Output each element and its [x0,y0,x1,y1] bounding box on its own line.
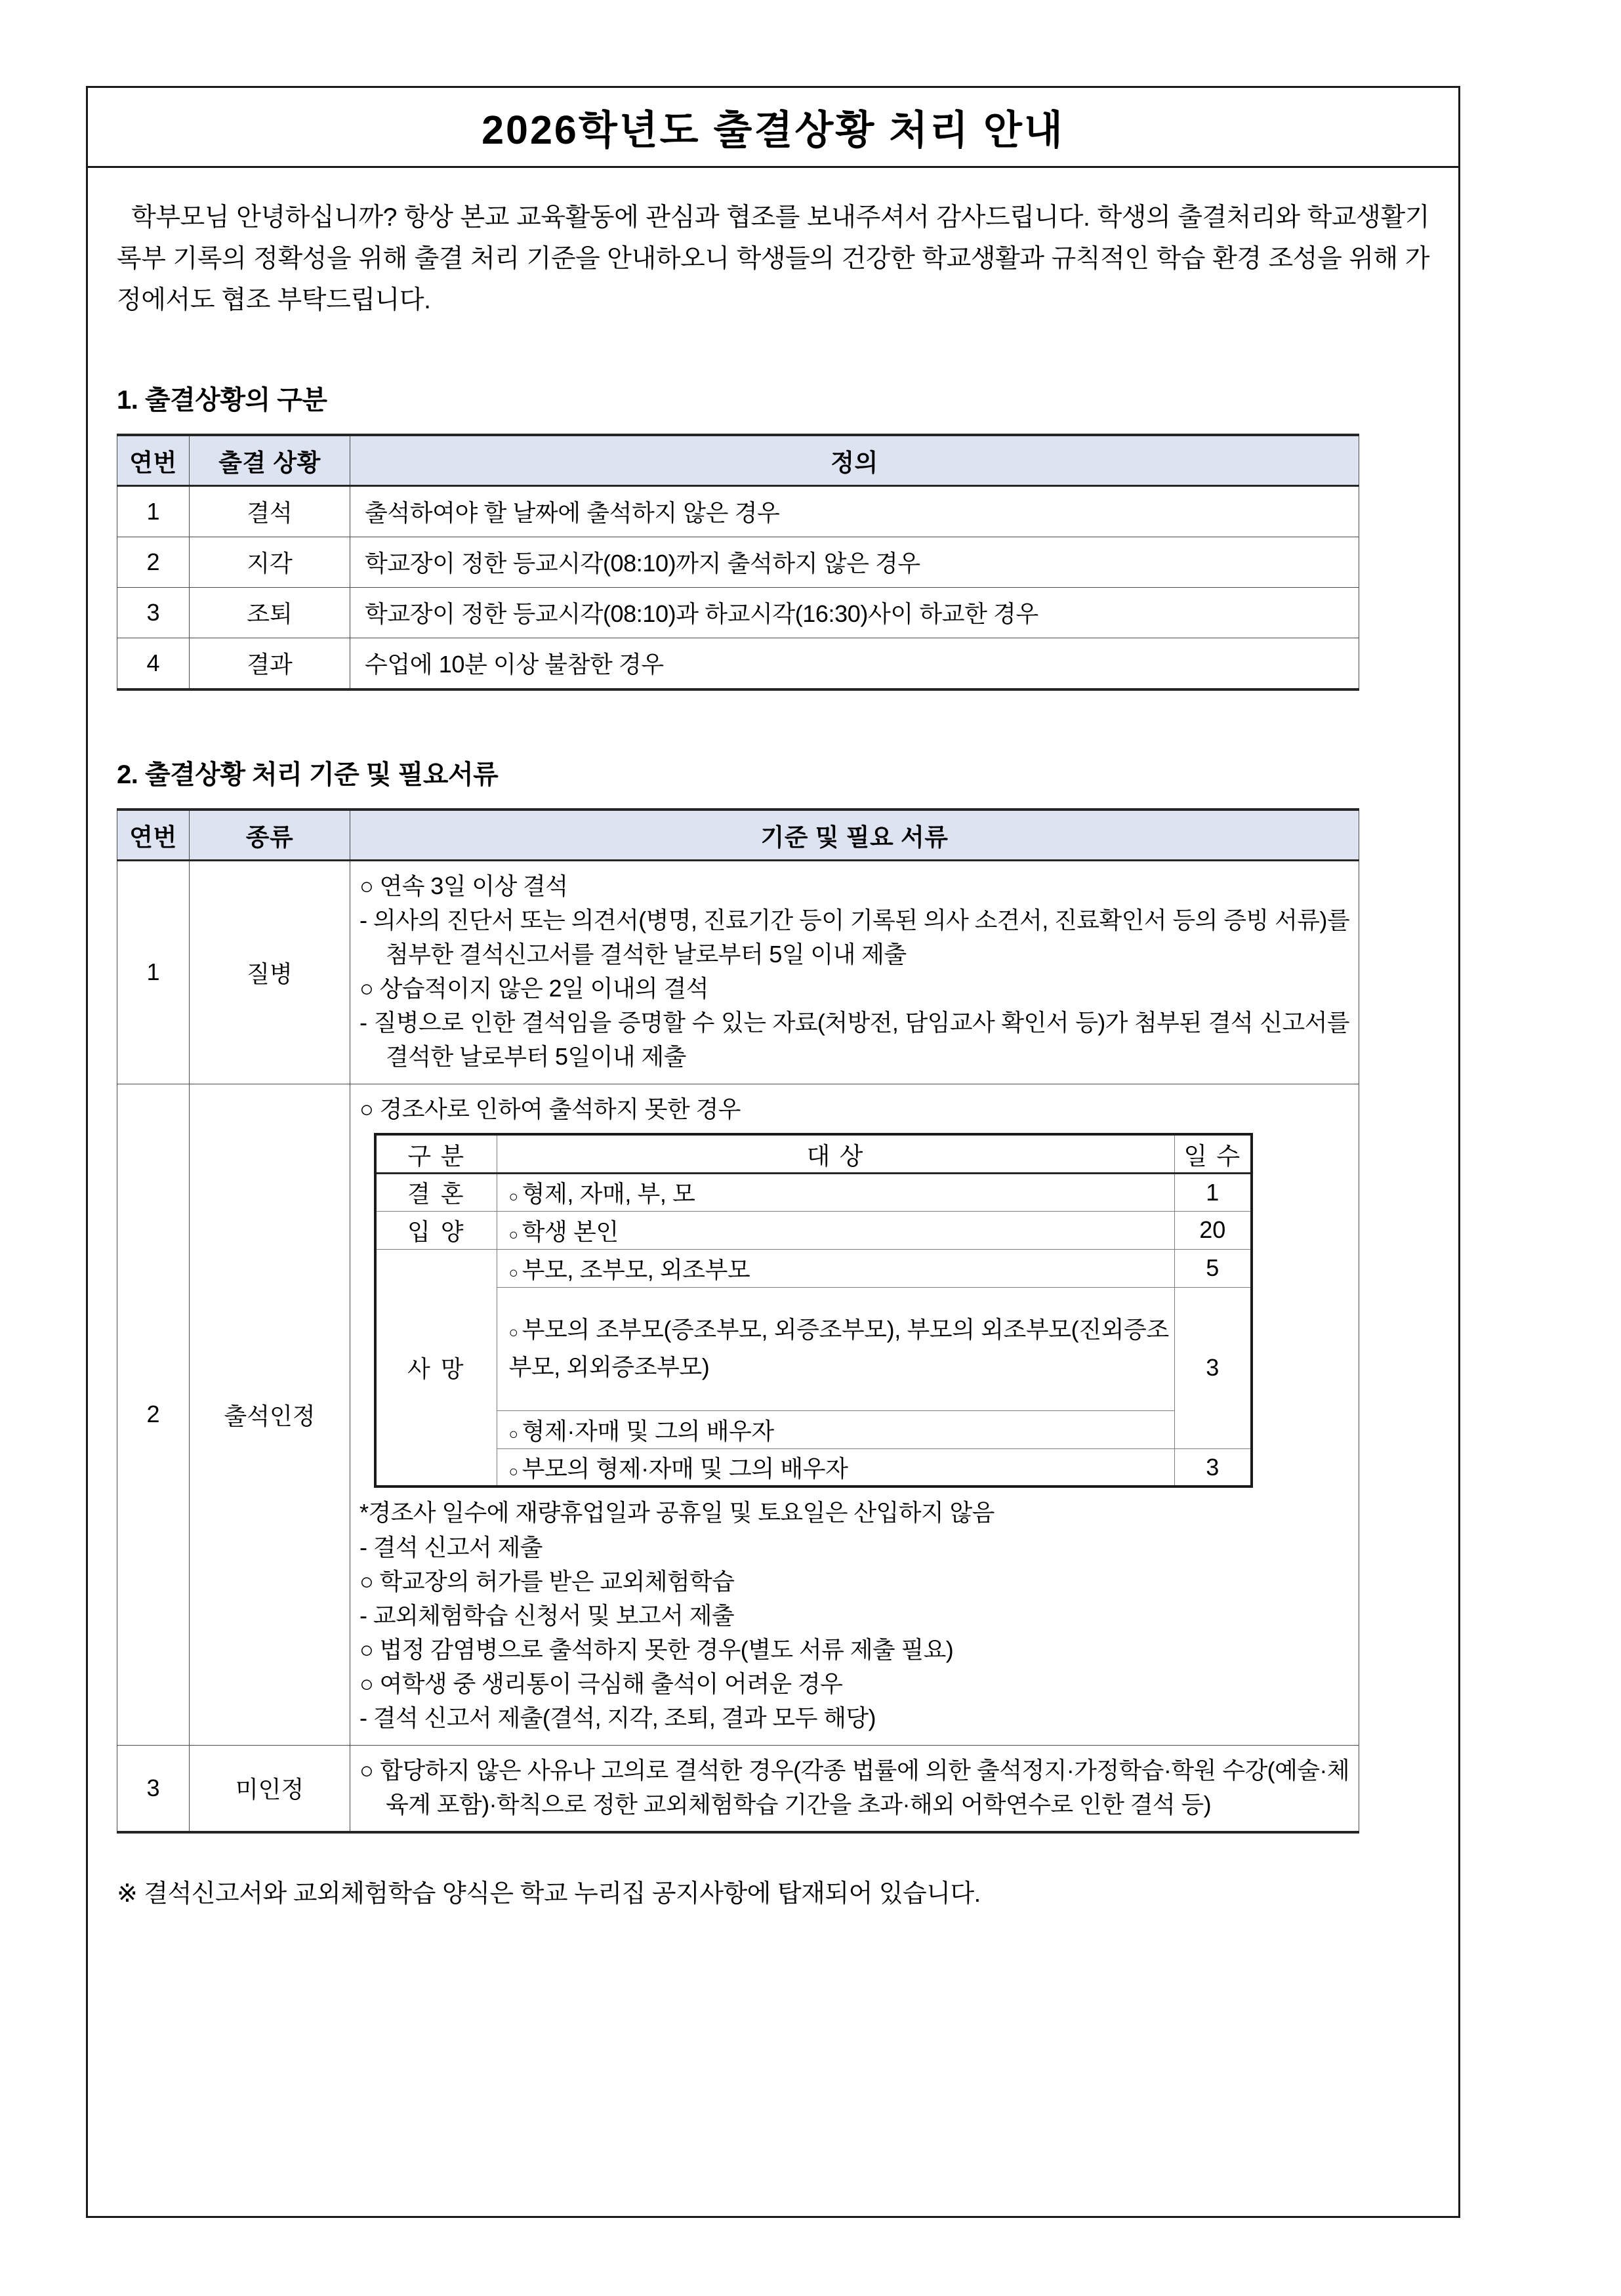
rule-line: - 교외체험학습 신청서 및 보고서 제출 [359,1601,735,1629]
nested-cell-days: 3 [1174,1287,1252,1448]
table-header-row [117,810,1359,861]
rule-line: ○ 법정 감염병으로 출석하지 못한 경우(별도 서류 제출 필요) [359,1636,954,1664]
column-header-definition: 정의 [350,435,1359,486]
nested-table-row [375,1287,1252,1410]
attendance-status-table [117,434,1359,691]
nested-table-row [375,1410,1252,1448]
nested-cell-days: 1 [1174,1173,1252,1211]
cell-definition: 학교장이 정한 등교시각(08:10)과 하교시각(16:30)사이 하교한 경우 [350,587,1359,638]
nested-cell-target [497,1287,1174,1410]
rule-line: *경조사 일수에 재량휴업일과 공휴일 및 토요일은 산입하지 않음 [359,1499,995,1527]
circle-bullet-icon: ○ [508,1463,518,1481]
nested-cell-target [497,1211,1174,1249]
rule-line: - 결석 신고서 제출(결석, 지각, 조퇴, 결과 모두 해당) [359,1704,876,1732]
cell-no: 3 [117,1745,190,1832]
nested-cell-category: 결 혼 [375,1173,497,1211]
nested-target-text: 부모의 형제·자매 및 그의 배우자 [522,1455,848,1483]
cell-status: 결석 [190,485,350,537]
nested-table-row [375,1249,1252,1287]
document-frame [86,86,1460,2218]
rule-line: - 의사의 진단서 또는 의견서(병명, 진료기간 등이 기록된 의사 소견서, 진료확인서 등의 증빙 서류)를 첨부한 결석신고서를 결석한 날로부터 5일 이내 제출 [359,906,1356,968]
cell-definition: 출석하여야 할 날짜에 출석하지 않은 경우 [350,485,1359,537]
cell-status: 지각 [190,537,350,587]
footer-note: ※ 결석신고서와 교외체험학습 양식은 학교 누리집 공지사항에 탑재되어 있습니다. [117,1880,981,1908]
rule-line-lead: ○ 경조사로 인하여 출석하지 못한 경우 [359,1095,741,1122]
family-event-days-table [374,1133,1253,1488]
table-row [117,485,1359,537]
intro-paragraph [117,197,1429,321]
nested-target-text: 부모, 조부모, 외조부모 [522,1256,750,1283]
cell-definition: 학교장이 정한 등교시각(08:10)까지 출석하지 않은 경우 [350,537,1359,587]
circle-bullet-icon: ○ [508,1263,518,1282]
nested-target-text: 형제·자매 및 그의 배우자 [522,1417,774,1445]
cell-no: 3 [117,587,190,638]
nested-table-row [375,1448,1252,1486]
nested-cell-target [497,1448,1174,1486]
cell-no: 1 [117,485,190,537]
cell-type: 미인정 [190,1745,350,1832]
nested-cell-target [497,1173,1174,1211]
rule-line: ○ 합당하지 않은 사유나 고의로 결석한 경우(각종 법률에 의한 출석정지·가정학습·학원 수강(예술·체육계 포함)·학칙으로 정한 교외체험학습 기간을 초과·해외 어학연수로 인한 결석 등) [359,1756,1349,1818]
nested-column-header-target: 대 상 [497,1134,1174,1174]
cell-criteria [350,1084,1359,1745]
page-title: 2026학년도 출결상황 처리 안내 [482,108,1065,152]
table-row-unexcused [117,1745,1359,1832]
cell-type: 질병 [190,860,350,1084]
rule-line: - 질병으로 인한 결석임을 증명할 수 있는 자료(처방전, 담임교사 확인서 등)가 첨부된 결석 신고서를 결석한 날로부터 5일이내 제출 [359,1009,1356,1071]
column-header-type: 종류 [190,810,350,861]
cell-no: 1 [117,860,190,1084]
table-row-illness [117,860,1359,1084]
rule-line: ○ 학교장의 허가를 받은 교외체험학습 [359,1567,735,1595]
circle-bullet-icon: ○ [508,1425,518,1443]
cell-criteria [350,860,1359,1084]
nested-cell-category: 입 양 [375,1211,497,1249]
title-band [88,88,1458,168]
cell-no: 4 [117,638,190,689]
cell-type: 출석인정 [190,1084,350,1745]
cell-no: 2 [117,1084,190,1745]
nested-cell-days: 5 [1174,1249,1252,1287]
nested-column-header-category: 구 분 [375,1134,497,1174]
column-header-no: 연번 [117,435,190,486]
section-2-heading: 2. 출결상황 처리 기준 및 필요서류 [117,760,499,789]
nested-target-text: 학생 본인 [522,1218,619,1245]
cell-criteria [350,1745,1359,1832]
cell-status: 조퇴 [190,587,350,638]
nested-target-text: 부모의 조부모(증조부모, 외증조부모), 부모의 외조부모(진외증조부모, 외외증조부모) [508,1316,1169,1381]
column-header-criteria: 기준 및 필요 서류 [350,810,1359,861]
column-header-status: 출결 상황 [190,435,350,486]
nested-cell-target [497,1410,1174,1448]
cell-no: 2 [117,537,190,587]
table-header-row [117,435,1359,486]
circle-bullet-icon: ○ [508,1324,518,1342]
section-1-heading: 1. 출결상황의 구분 [117,385,327,415]
nested-table-row [375,1211,1252,1249]
nested-target-text: 형제, 자매, 부, 모 [522,1180,695,1208]
document-body [88,197,1458,1909]
rule-line: ○ 여학생 중 생리통이 극심해 출석이 어려운 경우 [359,1670,843,1698]
rule-line: ○ 상습적이지 않은 2일 이내의 결석 [359,975,708,1002]
rule-line: - 결석 신고서 제출 [359,1533,543,1561]
table-row [117,537,1359,587]
table-row-excused [117,1084,1359,1745]
nested-cell-target [497,1249,1174,1287]
cell-definition: 수업에 10분 이상 불참한 경우 [350,638,1359,689]
column-header-no: 연번 [117,810,190,861]
circle-bullet-icon: ○ [508,1225,518,1244]
nested-cell-category-death: 사 망 [375,1249,497,1486]
table-row [117,587,1359,638]
intro-text: 학부모님 안녕하십니까? 항상 본교 교육활동에 관심과 협조를 보내주셔서 감사드립니다. 학생의 출결처리와 학교생활기록부 기록의 정확성을 위해 출결 처리 기준을 안내하오니 학생들의 건강한 학교생활과 규칙적인 학습 환경 조성을 위해 가정에서도 협조 부탁드립니다. [117,203,1429,315]
nested-table-row [375,1173,1252,1211]
circle-bullet-icon: ○ [508,1188,518,1206]
nested-cell-days: 20 [1174,1211,1252,1249]
attendance-rules-table [117,808,1359,1834]
nested-cell-days: 3 [1174,1448,1252,1486]
cell-status: 결과 [190,638,350,689]
rule-line: ○ 연속 3일 이상 결석 [359,872,568,899]
nested-header-row [375,1134,1252,1174]
table-row [117,638,1359,689]
nested-column-header-days: 일 수 [1174,1134,1252,1174]
